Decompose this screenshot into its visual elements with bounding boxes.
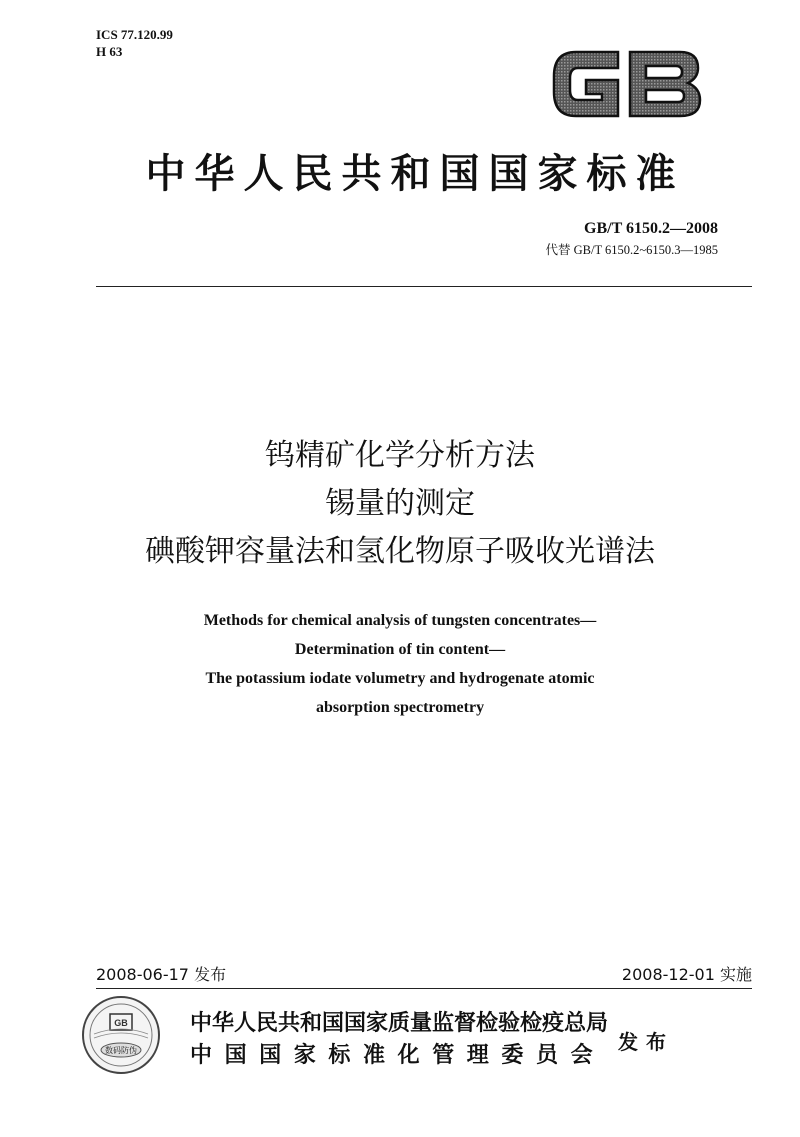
svg-text:GB: GB (114, 1018, 128, 1028)
standard-category-title: 中华人民共和国国家标准 (145, 151, 685, 197)
chinese-title (60, 432, 740, 576)
chinese-title-line: 锡量的测定 (325, 486, 475, 521)
implementation-date: 2008-12-01 实施 (621, 965, 752, 984)
ccs-code: H 63 (96, 44, 123, 59)
replaces-standard: 代替 GB/T 6150.2~6150.3—1985 (545, 243, 718, 257)
gb-logo-icon (546, 38, 708, 130)
issue-date: 2008-06-17 发布 (96, 965, 227, 984)
issuer-line: 中华人民共和国国家质量监督检验检疫总局 (190, 1011, 609, 1036)
english-title-line: Methods for chemical analysis of tungsten concentrates— (203, 612, 597, 629)
anti-counterfeit-seal-icon (80, 994, 162, 1076)
english-title (60, 606, 740, 722)
english-title-line: absorption spectrometry (315, 699, 485, 716)
english-title-line: The potassium iodate volumetry and hydrogenate atomic (205, 670, 595, 687)
issuer-line: 中国国家标准化管理委员会 (190, 1043, 606, 1068)
chinese-title-line: 钨精矿化学分析方法 (265, 438, 535, 473)
standard-number: GB/T 6150.2—2008 (584, 220, 718, 237)
issuing-authorities (190, 1008, 608, 1072)
publish-label: 发布 (618, 1030, 674, 1054)
english-title-line: Determination of tin content— (294, 641, 506, 658)
chinese-title-line: 碘酸钾容量法和氢化物原子吸收光谱法 (145, 534, 655, 569)
top-divider (96, 286, 752, 287)
seal-text: 数码防伪 (105, 1046, 137, 1055)
ics-code: ICS 77.120.99 (96, 27, 173, 42)
classification-codes (96, 26, 173, 60)
bottom-divider (96, 988, 752, 989)
